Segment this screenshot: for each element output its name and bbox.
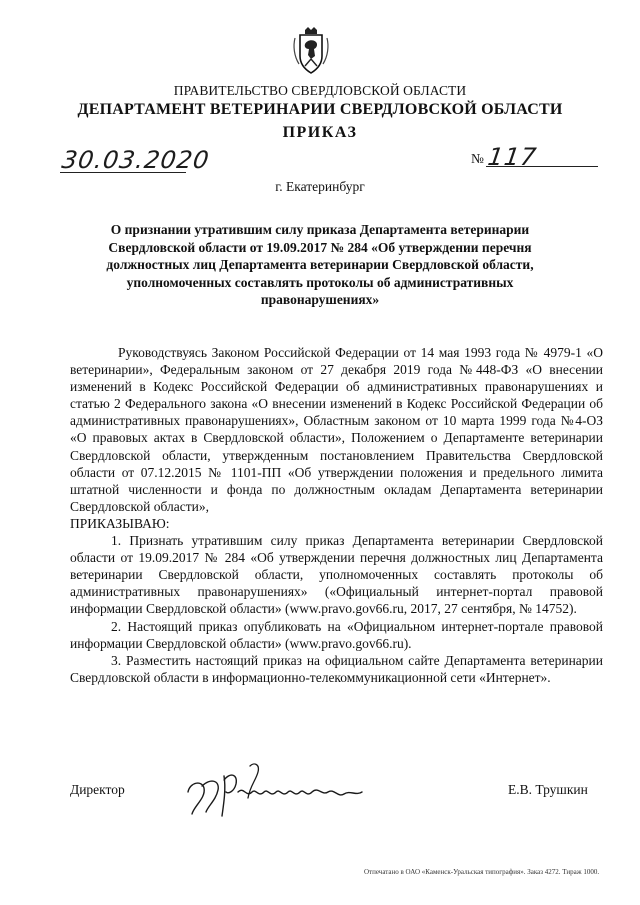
coat-of-arms-emblem [291, 26, 331, 74]
preamble-paragraph: Руководствуясь Законом Российской Федерации от 14 мая 1993 года № 4979-1 «О ветеринарии», Федеральным законом от 27 декабря 2019 года №448-ФЗ «О внесении изменений в Кодекс Российской Федерации об административных правонарушениях и статью 2 Федерального закона «О внесении изменений в Кодекс Российской Федерации об административных правонарушениях», Областным законом от 10 марта 1999 года №4-ОЗ «О правовых актах в Свердловской области», Положением о Департаменте ветеринарии Свердловской области, утвержденным постановлением Правительства Свердловской области от 07.12.2015 № 1101-ПП «Об утверждении положения и предельного лимита штатной численности и фонда по должностным окладам Департамента ветеринарии Свердловской области», [70, 345, 603, 514]
handwritten-date: 30.03.2020 [60, 146, 212, 174]
title-line: должностных лиц Департамента ветеринарии Свердловской области, [106, 257, 534, 273]
government-name: ПРАВИТЕЛЬСТВО СВЕРДЛОВСКОЙ ОБЛАСТИ [173, 83, 467, 98]
title-line: уполномоченных составлять протоколы об административных [126, 274, 514, 290]
order-item: 3. Разместить настоящий приказ на официальном сайте Департамента ветеринарии Свердловской области в информационно-телекоммуникационной сети «Интернет». [70, 652, 603, 685]
document-body [70, 344, 603, 686]
signatory-name: Е.В. Трушкин [508, 782, 588, 797]
printer-imprint: Отпечатано в ОАО «Каменск-Уральская типография». Заказ 4272. Тираж 1000. [364, 868, 600, 876]
handwritten-signature [180, 758, 370, 824]
department-name: ДЕПАРТАМЕНТ ВЕТЕРИНАРИИ СВЕРДЛОВСКОЙ ОБЛАСТИ [77, 101, 563, 118]
number-underline [486, 166, 598, 167]
title-line: правонарушениях» [260, 292, 380, 308]
document-title [92, 221, 548, 309]
title-line: О признании утратившим силу приказа Департамента ветеринарии [110, 222, 530, 237]
title-line: Свердловской области от 19.09.2017 № 284 «Об утверждении перечня [108, 239, 532, 255]
handwritten-number: 117 [486, 143, 539, 171]
city: г. Екатеринбург [275, 179, 365, 194]
signatory-position: Директор [70, 782, 125, 797]
order-item: 1. Признать утратившим силу приказ Департамента ветеринарии Свердловской области от 19.09.2017 № 284 «Об утверждении перечня должностных лиц Департамента ветеринарии Свердловской области, уполномоченных составлять протоколы об административных правонарушениях» («Официальный интернет-портал правовой информации Свердловской области» (www.pravo.gov66.ru, 2017, 27 сентября, № 14752). [70, 533, 603, 617]
number-label: № [471, 151, 484, 166]
order-item: 2. Настоящий приказ опубликовать на «Официальном интернет-портале правовой информации Свердловской области» (www.pravo.gov66.ru). [70, 618, 603, 651]
document-type: ПРИКАЗ [282, 124, 358, 141]
order-word: ПРИКАЗЫВАЮ: [70, 515, 170, 531]
date-underline [60, 172, 186, 173]
